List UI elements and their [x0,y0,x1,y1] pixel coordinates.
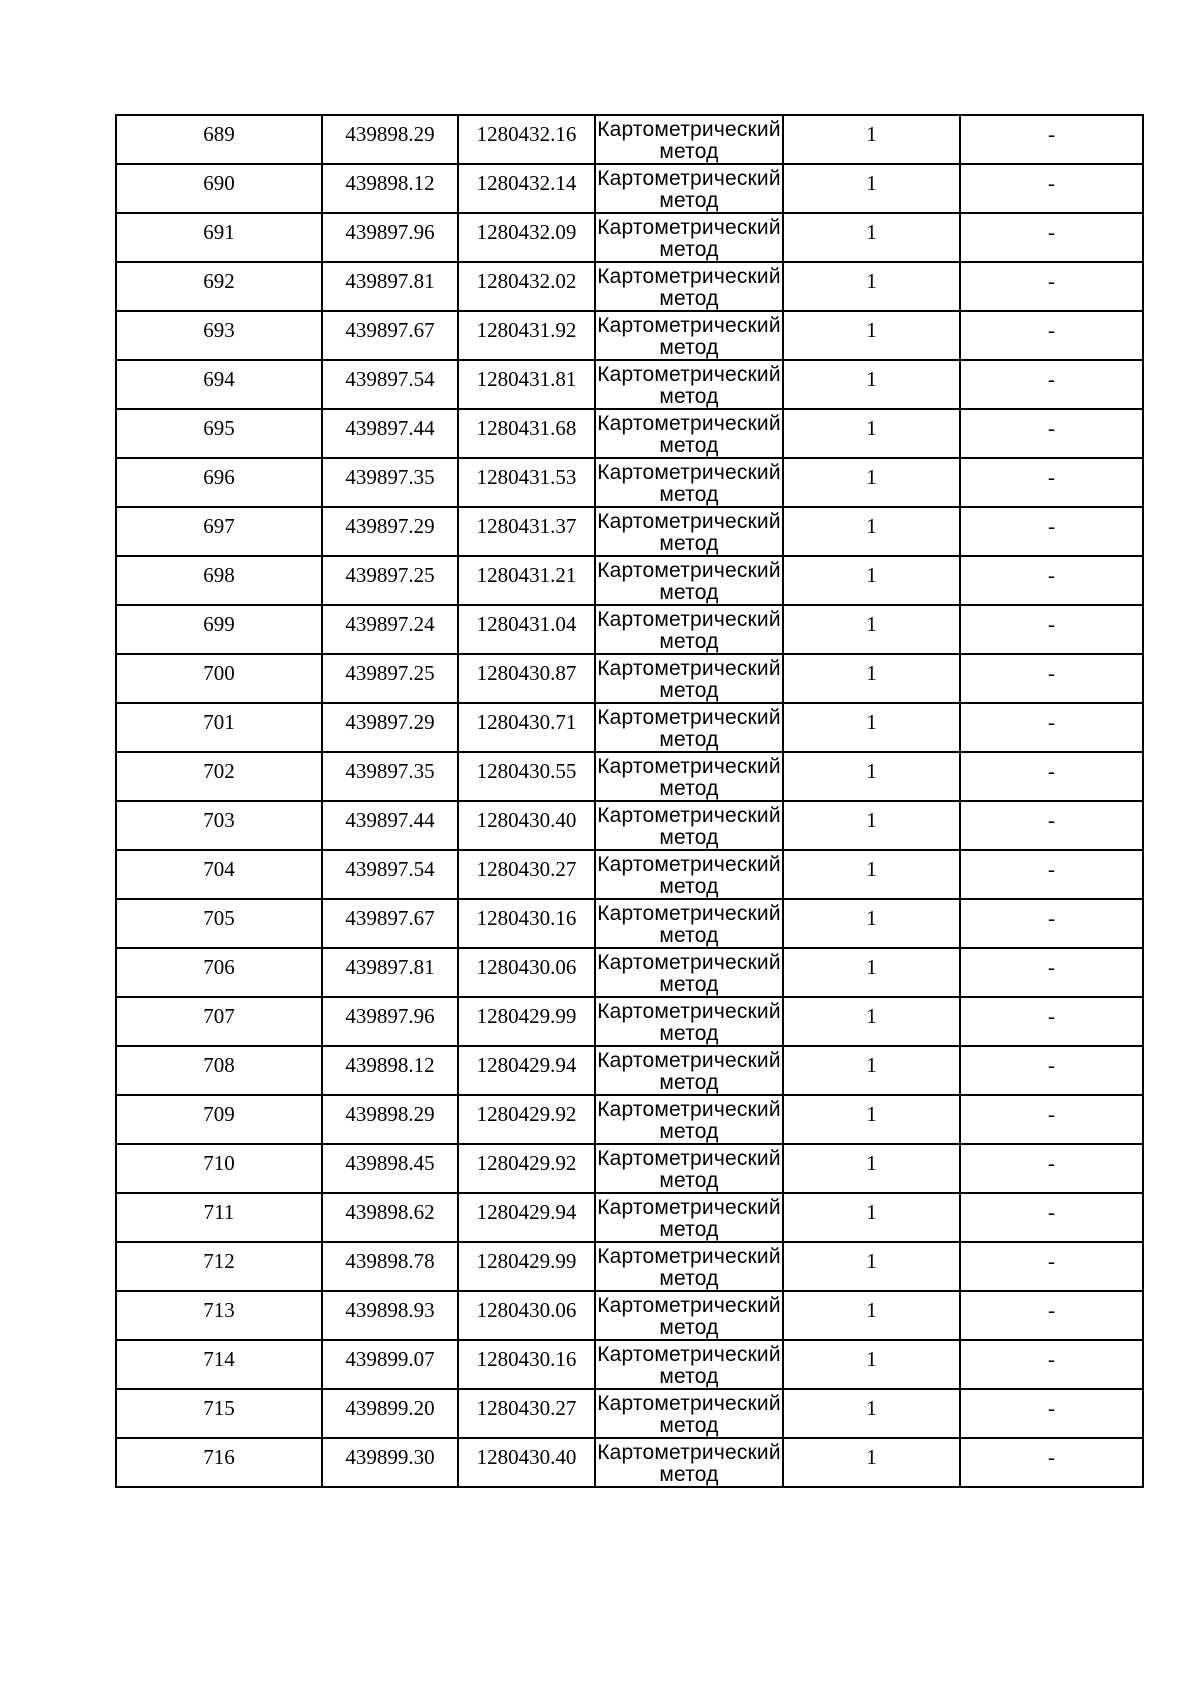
point-number-cell: 707 [116,997,322,1046]
x-coordinate-cell: 439897.81 [322,948,458,997]
y-coordinate-cell: 1280432.16 [458,115,595,164]
point-number-cell: 693 [116,311,322,360]
method-cell [595,458,783,507]
note-cell: - [960,1340,1143,1389]
accuracy-cell: 1 [783,1389,960,1438]
x-coordinate-cell: 439897.35 [322,458,458,507]
table-row [116,752,1143,801]
method-cell [595,1438,783,1487]
x-coordinate-cell: 439898.12 [322,1046,458,1095]
note-cell: - [960,360,1143,409]
method-label-line1: Картометрический [597,1392,781,1415]
method-cell [595,1046,783,1095]
accuracy-cell: 1 [783,899,960,948]
note-cell: - [960,409,1143,458]
method-label-line2: метод [659,336,719,359]
method-label-line1: Картометрический [597,755,781,778]
note-cell: - [960,1095,1143,1144]
note-cell: - [960,1389,1143,1438]
method-cell [595,899,783,948]
method-label-line2: метод [659,1022,719,1045]
method-label-line2: метод [659,1316,719,1339]
x-coordinate-cell: 439899.07 [322,1340,458,1389]
method-label-line2: метод [659,532,719,555]
method-cell [595,507,783,556]
x-coordinate-cell: 439897.54 [322,360,458,409]
note-cell: - [960,752,1143,801]
x-coordinate-cell: 439898.93 [322,1291,458,1340]
x-coordinate-cell: 439897.96 [322,213,458,262]
note-cell: - [960,1242,1143,1291]
method-label-line2: метод [659,434,719,457]
table-row [116,1389,1143,1438]
accuracy-cell: 1 [783,262,960,311]
method-cell [595,801,783,850]
accuracy-cell: 1 [783,458,960,507]
accuracy-cell: 1 [783,1291,960,1340]
method-label-line1: Картометрический [597,853,781,876]
method-label-line1: Картометрический [597,1343,781,1366]
y-coordinate-cell: 1280431.21 [458,556,595,605]
y-coordinate-cell: 1280430.16 [458,1340,595,1389]
point-number-cell: 710 [116,1144,322,1193]
method-label-line2: метод [659,924,719,947]
accuracy-cell: 1 [783,164,960,213]
table-row [116,997,1143,1046]
y-coordinate-cell: 1280430.40 [458,1438,595,1487]
method-label-line1: Картометрический [597,1000,781,1023]
x-coordinate-cell: 439897.54 [322,850,458,899]
method-label-line2: метод [659,826,719,849]
table-row [116,1095,1143,1144]
table-row [116,1340,1143,1389]
method-cell [595,262,783,311]
point-number-cell: 706 [116,948,322,997]
method-label-line2: метод [659,189,719,212]
y-coordinate-cell: 1280430.16 [458,899,595,948]
method-label-line2: метод [659,581,719,604]
y-coordinate-cell: 1280430.27 [458,1389,595,1438]
method-label-line1: Картометрический [597,216,781,239]
method-label-line1: Картометрический [597,1049,781,1072]
note-cell: - [960,115,1143,164]
point-number-cell: 703 [116,801,322,850]
point-number-cell: 696 [116,458,322,507]
accuracy-cell: 1 [783,752,960,801]
point-number-cell: 715 [116,1389,322,1438]
table-row [116,850,1143,899]
note-cell: - [960,311,1143,360]
method-label-line1: Картометрический [597,608,781,631]
point-number-cell: 691 [116,213,322,262]
x-coordinate-cell: 439898.12 [322,164,458,213]
point-number-cell: 702 [116,752,322,801]
x-coordinate-cell: 439897.29 [322,507,458,556]
method-label-line2: метод [659,140,719,163]
table-row [116,507,1143,556]
method-label-line1: Картометрический [597,412,781,435]
method-label-line2: метод [659,777,719,800]
method-label-line1: Картометрический [597,1441,781,1464]
point-number-cell: 711 [116,1193,322,1242]
x-coordinate-cell: 439898.78 [322,1242,458,1291]
point-number-cell: 716 [116,1438,322,1487]
accuracy-cell: 1 [783,1095,960,1144]
table-row [116,262,1143,311]
method-label-line2: метод [659,875,719,898]
accuracy-cell: 1 [783,360,960,409]
note-cell: - [960,262,1143,311]
x-coordinate-cell: 439898.62 [322,1193,458,1242]
coordinates-table-body [116,115,1143,1487]
method-label-line2: метод [659,1071,719,1094]
table-row [116,1242,1143,1291]
y-coordinate-cell: 1280431.04 [458,605,595,654]
x-coordinate-cell: 439897.96 [322,997,458,1046]
method-label-line1: Картометрический [597,265,781,288]
method-label-line1: Картометрический [597,657,781,680]
x-coordinate-cell: 439897.24 [322,605,458,654]
method-cell [595,213,783,262]
accuracy-cell: 1 [783,409,960,458]
x-coordinate-cell: 439897.44 [322,409,458,458]
accuracy-cell: 1 [783,115,960,164]
table-row [116,164,1143,213]
method-label-line1: Картометрический [597,951,781,974]
y-coordinate-cell: 1280430.55 [458,752,595,801]
x-coordinate-cell: 439899.30 [322,1438,458,1487]
x-coordinate-cell: 439898.45 [322,1144,458,1193]
y-coordinate-cell: 1280429.92 [458,1095,595,1144]
note-cell: - [960,1291,1143,1340]
note-cell: - [960,654,1143,703]
method-cell [595,1340,783,1389]
method-cell [595,703,783,752]
point-number-cell: 689 [116,115,322,164]
x-coordinate-cell: 439897.44 [322,801,458,850]
accuracy-cell: 1 [783,1046,960,1095]
method-cell [595,1291,783,1340]
method-label-line2: метод [659,1463,719,1486]
point-number-cell: 709 [116,1095,322,1144]
accuracy-cell: 1 [783,556,960,605]
method-cell [595,1242,783,1291]
note-cell: - [960,850,1143,899]
table-row [116,1144,1143,1193]
point-number-cell: 712 [116,1242,322,1291]
y-coordinate-cell: 1280431.92 [458,311,595,360]
y-coordinate-cell: 1280430.27 [458,850,595,899]
y-coordinate-cell: 1280431.53 [458,458,595,507]
method-label-line1: Картометрический [597,559,781,582]
note-cell: - [960,458,1143,507]
table-row [116,899,1143,948]
method-label-line2: метод [659,630,719,653]
note-cell: - [960,1438,1143,1487]
point-number-cell: 700 [116,654,322,703]
x-coordinate-cell: 439898.29 [322,115,458,164]
table-row [116,948,1143,997]
table-row [116,360,1143,409]
method-label-line2: метод [659,1414,719,1437]
method-label-line2: метод [659,385,719,408]
table-row [116,556,1143,605]
method-cell [595,556,783,605]
method-label-line2: метод [659,1365,719,1388]
point-number-cell: 704 [116,850,322,899]
y-coordinate-cell: 1280429.94 [458,1193,595,1242]
note-cell: - [960,1144,1143,1193]
point-number-cell: 698 [116,556,322,605]
method-label-line2: метод [659,1120,719,1143]
x-coordinate-cell: 439897.25 [322,556,458,605]
y-coordinate-cell: 1280429.92 [458,1144,595,1193]
method-cell [595,654,783,703]
method-cell [595,997,783,1046]
method-label-line1: Картометрический [597,1294,781,1317]
method-label-line1: Картометрический [597,1245,781,1268]
table-row [116,311,1143,360]
method-cell [595,1389,783,1438]
note-cell: - [960,703,1143,752]
point-number-cell: 694 [116,360,322,409]
method-cell [595,164,783,213]
method-label-line2: метод [659,1169,719,1192]
y-coordinate-cell: 1280432.09 [458,213,595,262]
point-number-cell: 701 [116,703,322,752]
method-cell [595,850,783,899]
table-row [116,703,1143,752]
table-row [116,115,1143,164]
method-label-line1: Картометрический [597,118,781,141]
method-label-line2: метод [659,483,719,506]
y-coordinate-cell: 1280432.14 [458,164,595,213]
table-row [116,1046,1143,1095]
x-coordinate-cell: 439897.35 [322,752,458,801]
method-label-line2: метод [659,1267,719,1290]
y-coordinate-cell: 1280430.06 [458,1291,595,1340]
accuracy-cell: 1 [783,654,960,703]
note-cell: - [960,1193,1143,1242]
accuracy-cell: 1 [783,507,960,556]
note-cell: - [960,1046,1143,1095]
y-coordinate-cell: 1280430.40 [458,801,595,850]
note-cell: - [960,164,1143,213]
method-label-line1: Картометрический [597,461,781,484]
accuracy-cell: 1 [783,703,960,752]
x-coordinate-cell: 439897.25 [322,654,458,703]
y-coordinate-cell: 1280431.37 [458,507,595,556]
point-number-cell: 692 [116,262,322,311]
point-number-cell: 713 [116,1291,322,1340]
method-label-line2: метод [659,728,719,751]
accuracy-cell: 1 [783,605,960,654]
method-label-line1: Картометрический [597,804,781,827]
method-label-line1: Картометрический [597,314,781,337]
accuracy-cell: 1 [783,801,960,850]
method-label-line2: метод [659,679,719,702]
accuracy-cell: 1 [783,1144,960,1193]
method-label-line1: Картометрический [597,510,781,533]
x-coordinate-cell: 439898.29 [322,1095,458,1144]
method-label-line2: метод [659,973,719,996]
y-coordinate-cell: 1280431.68 [458,409,595,458]
point-number-cell: 699 [116,605,322,654]
method-cell [595,752,783,801]
method-cell [595,1193,783,1242]
method-cell [595,1144,783,1193]
x-coordinate-cell: 439897.67 [322,311,458,360]
method-label-line1: Картометрический [597,1098,781,1121]
method-label-line2: метод [659,1218,719,1241]
note-cell: - [960,507,1143,556]
method-label-line1: Картометрический [597,902,781,925]
note-cell: - [960,213,1143,262]
x-coordinate-cell: 439897.81 [322,262,458,311]
method-cell [595,948,783,997]
method-label-line2: метод [659,238,719,261]
method-label-line1: Картометрический [597,1196,781,1219]
accuracy-cell: 1 [783,850,960,899]
method-label-line1: Картометрический [597,167,781,190]
x-coordinate-cell: 439899.20 [322,1389,458,1438]
method-label-line1: Картометрический [597,363,781,386]
table-row [116,654,1143,703]
point-number-cell: 690 [116,164,322,213]
table-row [116,1193,1143,1242]
method-cell [595,311,783,360]
note-cell: - [960,948,1143,997]
y-coordinate-cell: 1280431.81 [458,360,595,409]
note-cell: - [960,801,1143,850]
point-number-cell: 705 [116,899,322,948]
table-row [116,1438,1143,1487]
method-cell [595,1095,783,1144]
method-label-line1: Картометрический [597,1147,781,1170]
point-number-cell: 714 [116,1340,322,1389]
accuracy-cell: 1 [783,948,960,997]
x-coordinate-cell: 439897.29 [322,703,458,752]
table-row [116,409,1143,458]
method-cell [595,605,783,654]
coordinates-table [115,114,1144,1488]
accuracy-cell: 1 [783,1242,960,1291]
method-cell [595,360,783,409]
note-cell: - [960,997,1143,1046]
accuracy-cell: 1 [783,1438,960,1487]
point-number-cell: 697 [116,507,322,556]
y-coordinate-cell: 1280429.99 [458,1242,595,1291]
method-label-line1: Картометрический [597,706,781,729]
accuracy-cell: 1 [783,997,960,1046]
table-row [116,605,1143,654]
accuracy-cell: 1 [783,213,960,262]
table-row [116,213,1143,262]
y-coordinate-cell: 1280430.71 [458,703,595,752]
point-number-cell: 708 [116,1046,322,1095]
point-number-cell: 695 [116,409,322,458]
accuracy-cell: 1 [783,1340,960,1389]
method-cell [595,115,783,164]
table-row [116,1291,1143,1340]
note-cell: - [960,605,1143,654]
method-label-line2: метод [659,287,719,310]
note-cell: - [960,899,1143,948]
y-coordinate-cell: 1280429.94 [458,1046,595,1095]
table-row [116,801,1143,850]
y-coordinate-cell: 1280429.99 [458,997,595,1046]
table-row [116,458,1143,507]
x-coordinate-cell: 439897.67 [322,899,458,948]
method-cell [595,409,783,458]
note-cell: - [960,556,1143,605]
accuracy-cell: 1 [783,311,960,360]
accuracy-cell: 1 [783,1193,960,1242]
y-coordinate-cell: 1280430.06 [458,948,595,997]
y-coordinate-cell: 1280432.02 [458,262,595,311]
y-coordinate-cell: 1280430.87 [458,654,595,703]
